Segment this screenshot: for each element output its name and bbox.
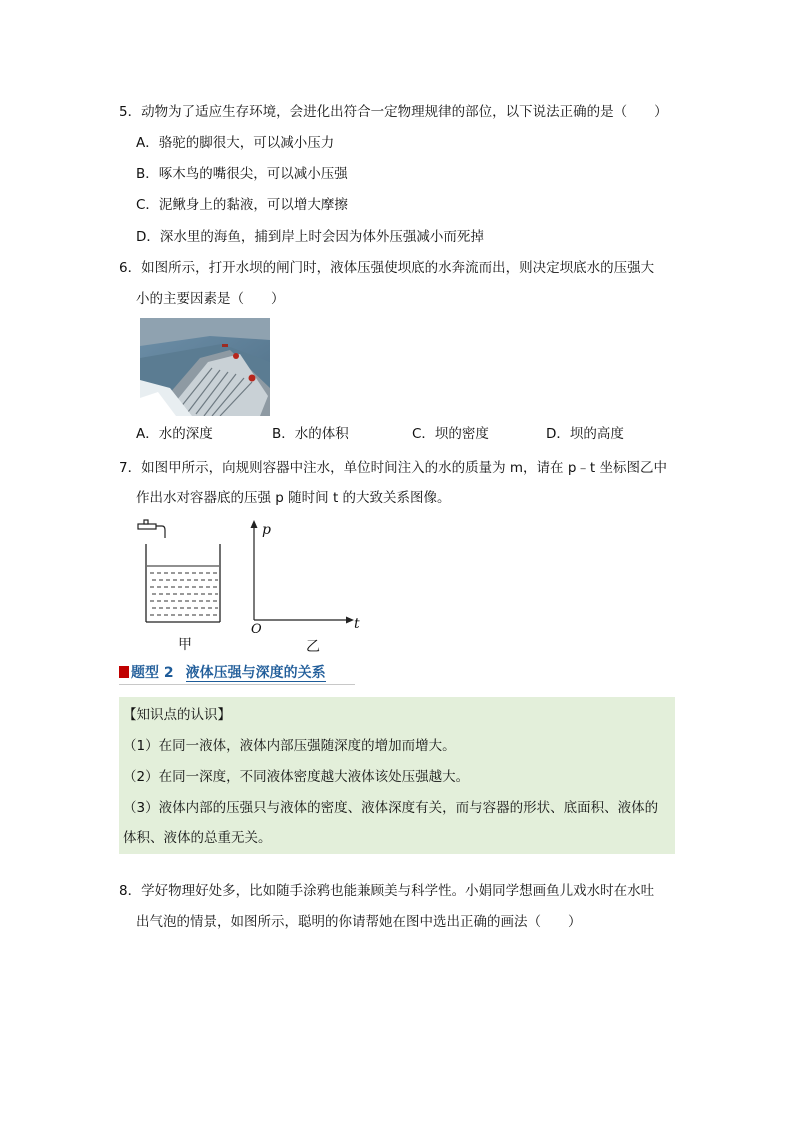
question-8-stem-line1: 8．学好物理好处多，比如随手涂鸦也能兼顾美与科学性。小娟同学想画鱼儿戏水时在水吐 — [119, 883, 655, 899]
question-5-option-b: B．啄木鸟的嘴很尖，可以减小压强 — [136, 166, 348, 182]
knowledge-heading: 【知识点的认识】 — [123, 707, 231, 723]
knowledge-point-2: （2）在同一深度，不同液体密度越大液体该处压强越大。 — [123, 769, 470, 785]
question-5-option-a: A．骆驼的脚很大，可以减小压力 — [136, 135, 335, 151]
question-6-options — [136, 424, 656, 444]
section-number: 题型 2 — [131, 665, 174, 681]
knowledge-point-3-line1: （3）液体内部的压强只与液体的密度、液体深度有关，而与容器的形状、底面积、液体的 — [123, 800, 659, 816]
section-title: 液体压强与深度的关系 — [185, 665, 326, 681]
dam-photo — [140, 318, 270, 416]
question-6-option-c: C．坝的密度 — [412, 426, 489, 442]
question-6-option-d: D．坝的高度 — [546, 426, 624, 442]
section-marker — [119, 666, 129, 678]
container — [146, 544, 220, 622]
question-6-option-b: B．水的体积 — [272, 426, 349, 442]
axis-label-p: p — [262, 522, 271, 538]
question-5-option-d: D．深水里的海鱼，捕到岸上时会因为体外压强减小而死掉 — [136, 229, 484, 245]
knowledge-point-1: （1）在同一液体，液体内部压强随深度的增加而增大。 — [123, 738, 456, 754]
axis-origin-o: O — [251, 622, 262, 637]
question-8-stem-line2: 出气泡的情景，如图所示，聪明的你请帮她在图中选出正确的画法（ ） — [136, 914, 582, 930]
figure-label-yi: 乙 — [306, 639, 320, 655]
section-heading — [119, 663, 326, 683]
faucet-icon — [138, 520, 165, 538]
section-rule — [119, 684, 355, 685]
knowledge-box — [119, 697, 675, 854]
dam-photo-image — [140, 318, 270, 416]
question-6-option-a: A．水的深度 — [136, 426, 213, 442]
question-7-stem-line1: 7．如图甲所示，向规则容器中注水，单位时间注入的水的质量为 m，请在 p﹣t 坐标图乙中 — [119, 460, 667, 476]
question-7-stem-line2: 作出水对容器底的压强 p 随时间 t 的大致关系图像。 — [136, 490, 451, 506]
figure-label-jia: 甲 — [178, 637, 192, 653]
knowledge-point-3-line2: 体积、液体的总重无关。 — [123, 830, 272, 846]
question-5-stem: 5．动物为了适应生存环境，会进化出符合一定物理规律的部位，以下说法正确的是（ ） — [119, 104, 668, 120]
question-6-stem-line1: 6．如图所示，打开水坝的闸门时，液体压强使坝底的水奔流而出，则决定坝底水的压强大 — [119, 260, 655, 276]
water-dashes — [150, 573, 218, 615]
question-7-diagram — [136, 518, 376, 658]
question-7-figure — [136, 518, 376, 658]
question-6-stem-line2: 小的主要因素是（ ） — [136, 291, 285, 307]
question-5-option-c: C．泥鳅身上的黏液，可以增大摩擦 — [136, 197, 348, 213]
axis-label-t: t — [354, 616, 360, 632]
